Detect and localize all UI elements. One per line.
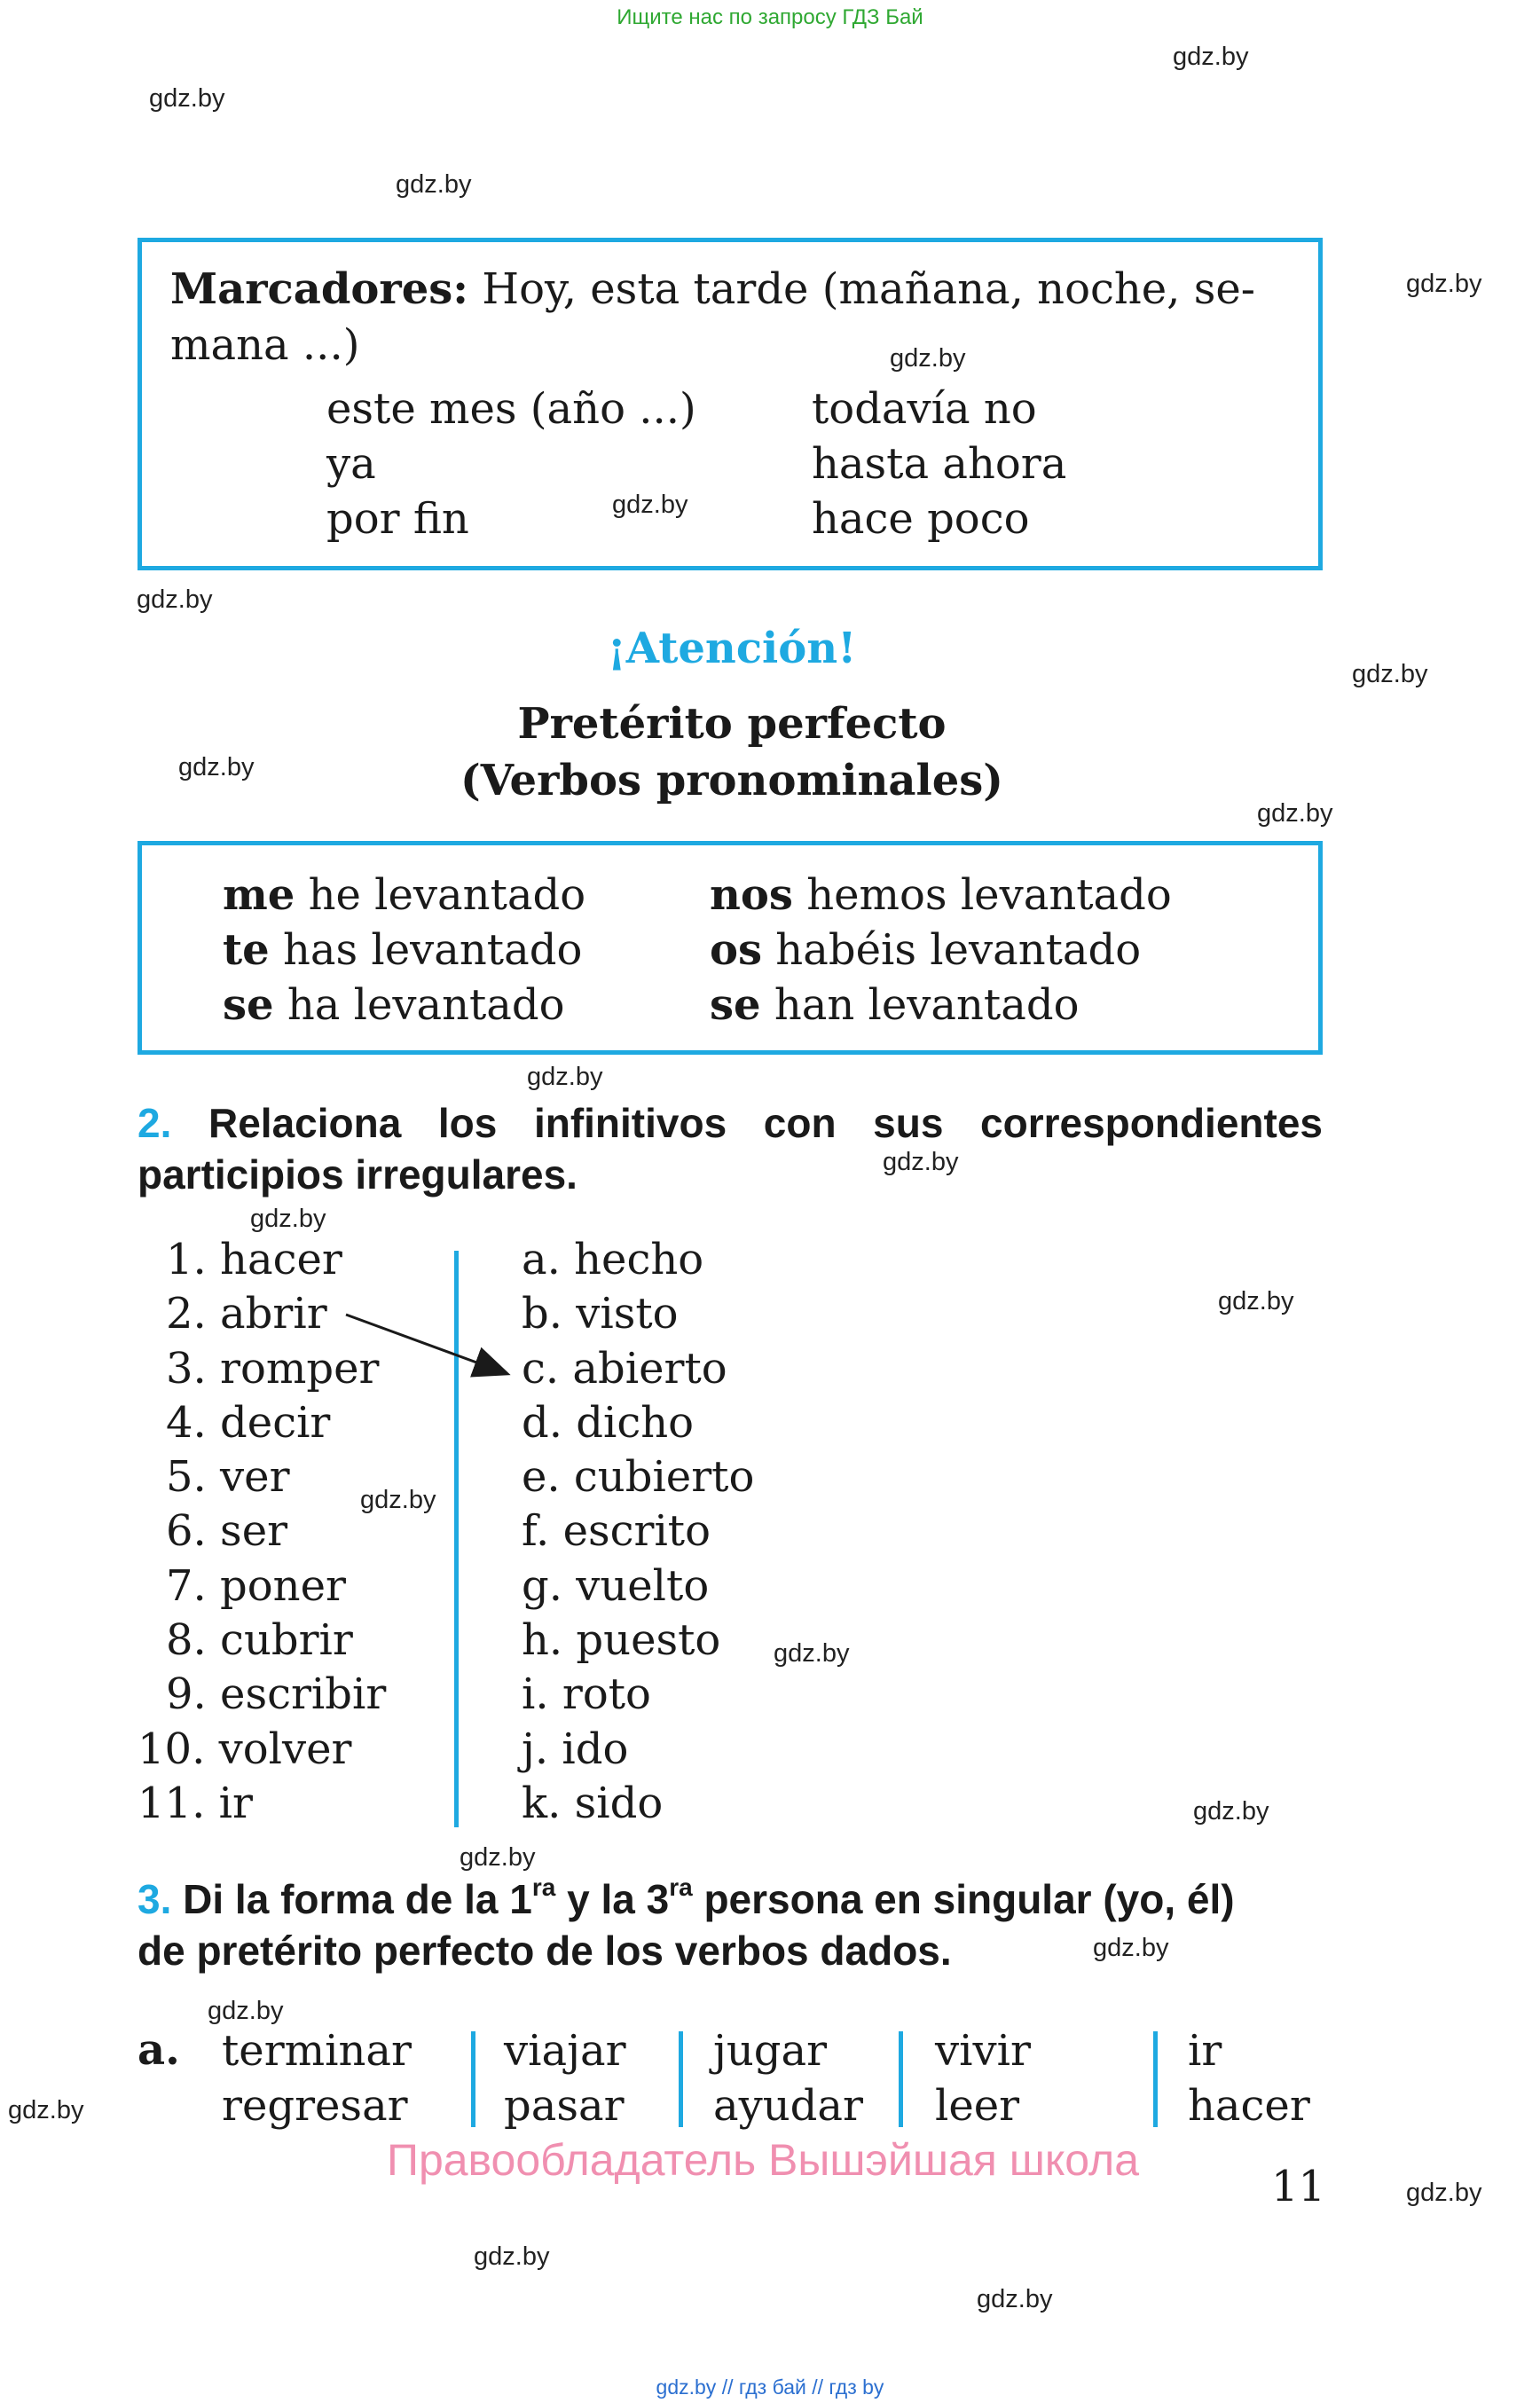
list-item: k. sido [522,1778,664,1828]
verb: ir [1188,2026,1222,2076]
marker-item: este mes (año ...) [326,384,696,434]
attention-subtitle-2: (Verbos pronominales) [460,756,1003,805]
verb: leer [935,2081,1020,2131]
pronoun: me [223,870,295,920]
conjugation-row [710,980,1080,1030]
list-item: i. roto [522,1669,651,1720]
attention-subtitle-1: Pretérito perfecto [517,699,947,749]
list-item: 4. decir [166,1397,331,1448]
watermark: gdz.by [612,491,688,519]
verb: terminar [222,2026,412,2076]
list-item: 10. volver [138,1724,352,1774]
verb-group [713,2026,863,2131]
instruction-text: Relaciona los infinitivos con sus correspondientes [208,1100,1324,1146]
list-item: 8. cubrir [166,1615,353,1666]
list-item: g. vuelto [522,1560,710,1611]
watermark: gdz.by [250,1205,326,1233]
conjugation-row [223,980,565,1030]
watermark: gdz.by [1352,660,1428,688]
list-item: c. abierto [522,1343,727,1394]
list-item: a. hecho [522,1235,704,1284]
exercise-3-instruction-line1 [138,1873,1235,1922]
watermark: gdz.by [208,1997,284,2025]
watermark: gdz.by [137,585,213,614]
superscript: ra [531,1873,556,1901]
page-number: 11 [1271,2162,1326,2211]
verb: vivir [935,2026,1031,2076]
superscript: ra [669,1873,693,1901]
verb: jugar [713,2026,828,2076]
marker-item: por fin [326,494,469,544]
exercise-2-instruction-line2: participios irregulares. [138,1151,578,1198]
verb-form: has levantado [269,925,583,975]
conjugation-row [710,870,1172,920]
watermark: gdz.by [1193,1797,1269,1826]
verb: regresar [222,2081,408,2131]
watermark: gdz.by [1406,270,1482,298]
marker-item: hasta ahora [812,439,1067,489]
verb: viajar [504,2026,626,2076]
pronoun: nos [710,870,793,920]
group-divider [471,2031,475,2127]
instruction-text: persona en singular (yo, él) [692,1876,1235,1922]
list-item: b. visto [522,1289,679,1339]
verb-group [222,2026,412,2131]
list-item: 11. ir [138,1778,253,1828]
exercise-2-instruction-line1 [138,1100,1324,1146]
list-item: 2. abrir [166,1289,327,1339]
exercise-3-instruction-line2: de pretérito perfecto de los verbos dados. [138,1928,952,1974]
verb-group [504,2026,626,2131]
pronoun: os [710,925,763,975]
watermark: gdz.by [460,1843,536,1872]
watermark: gdz.by [396,170,472,199]
copyright-notice: Правообладатель Вышэйшая школа [387,2135,1139,2185]
verb: pasar [504,2081,625,2131]
watermark: gdz.by [360,1486,436,1514]
instruction-text: Di la forma de la 1 [183,1876,532,1922]
marker-item: todavía no [812,384,1037,434]
exercise-number: 3. [138,1876,172,1922]
watermark: gdz.by [883,1148,959,1176]
marker-item: ya [326,439,376,489]
group-divider [1153,2031,1158,2127]
watermark: gdz.by [178,753,255,781]
marker-item: hace poco [812,494,1030,544]
attention-title: ¡Atención! [607,624,857,673]
pronoun: se [223,980,274,1030]
sub-exercise-label: a. [138,2025,180,2075]
bottom-links[interactable]: gdz.by // гдз бай // гдз by [656,2376,884,2399]
conjugation-row [710,925,1142,975]
watermark: gdz.by [527,1063,603,1091]
list-item: h. puesto [522,1615,721,1666]
list-item: 6. ser [166,1506,288,1557]
markers-label: Marcadores: [170,264,468,314]
exercise-number: 2. [138,1100,172,1146]
list-item: d. dicho [522,1397,695,1448]
conjugation-row [223,870,586,920]
list-item: 7. poner [166,1560,346,1611]
list-item: 3. romper [166,1343,380,1394]
verb-group [935,2026,1031,2131]
conjugation-row [223,925,583,975]
group-divider [679,2031,683,2127]
pronoun: se [710,980,761,1030]
pronoun: te [223,925,270,975]
markers-text: Hoy, esta tarde (mañana, noche, se- [468,264,1255,314]
watermark: gdz.by [1257,799,1333,828]
verb-form: han levantado [760,980,1080,1030]
verb: ayudar [713,2081,863,2131]
verb-group [1188,2026,1310,2131]
verb-form: he levantado [295,870,586,920]
watermark: gdz.by [149,84,225,113]
watermark: gdz.by [977,2285,1053,2313]
watermark: gdz.by [890,344,966,373]
watermark: gdz.by [774,1639,850,1668]
list-item: 5. ver [166,1452,290,1503]
verb-form: hemos levantado [792,870,1172,920]
list-item: j. ido [522,1724,629,1774]
watermark: gdz.by [1173,43,1249,71]
verb-form: ha levantado [273,980,565,1030]
top-search-link[interactable]: Ищите нас по запросу ГДЗ Бай [617,5,923,29]
verb: hacer [1188,2081,1310,2131]
watermark: gdz.by [474,2242,550,2271]
instruction-text: y la 3 [555,1876,670,1922]
markers-line1 [170,264,1255,314]
list-item: f. escrito [522,1506,711,1557]
participles-list [522,1235,876,1836]
match-arrow [337,1304,515,1384]
list-item: 1. hacer [166,1235,342,1284]
list-item: e. cubierto [522,1452,755,1503]
watermark: gdz.by [1406,2179,1482,2207]
watermark: gdz.by [8,2096,84,2124]
markers-line2: mana ...) [170,320,360,370]
watermark: gdz.by [1093,1934,1169,1962]
group-divider [899,2031,903,2127]
list-item: 9. escribir [166,1669,387,1720]
watermark: gdz.by [1218,1287,1294,1315]
verb-form: habéis levantado [762,925,1142,975]
